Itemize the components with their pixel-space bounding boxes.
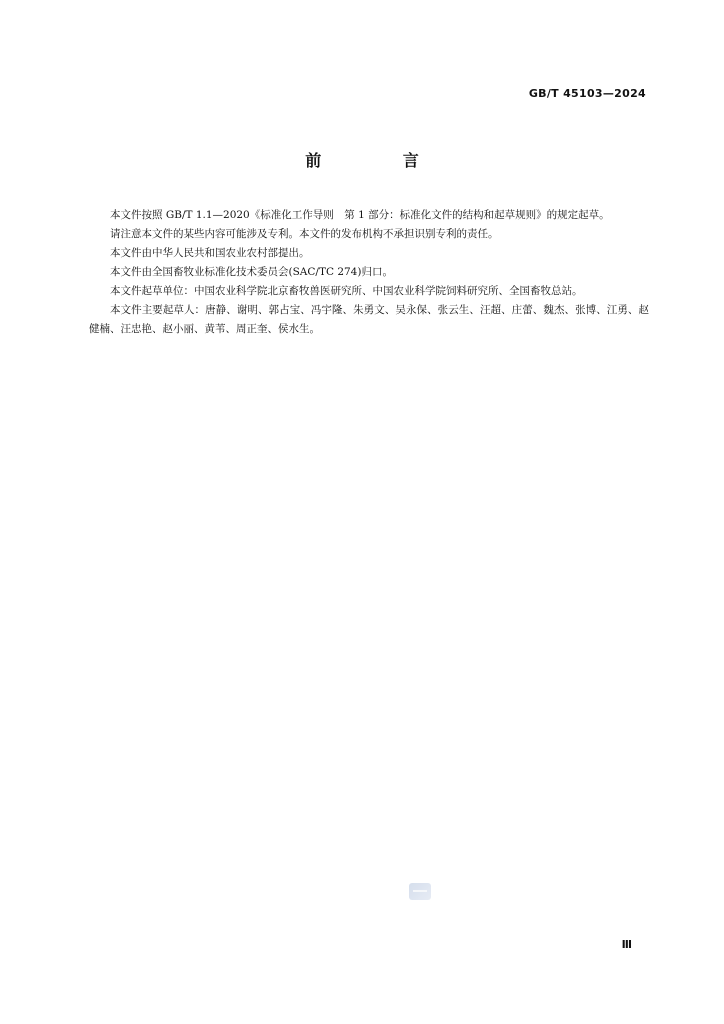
paragraph-drafting-rules: 本文件按照 GB/T 1.1—2020《标准化工作导则 第 1 部分：标准化文件的结构和起草规则》的规定起草。 (110, 209, 610, 221)
page-number: Ⅲ (621, 938, 632, 951)
paragraph-centralized-by: 本文件由全国畜牧业标准化技术委员会(SAC/TC 274)归口。 (110, 266, 393, 278)
paragraph-patent-notice: 请注意本文件的某些内容可能涉及专利。本文件的发布机构不承担识别专利的责任。 (110, 228, 499, 240)
paragraph-proposer: 本文件由中华人民共和国农业农村部提出。 (110, 247, 310, 259)
paragraph-drafters: 本文件主要起草人：唐静、谢明、郭占宝、冯宇隆、朱勇文、吴永保、张云生、汪超、庄蕾、魏杰、张博、江勇、赵健楠、汪忠艳、赵小丽、黄苇、周正奎、侯水生。 (89, 304, 649, 335)
watermark-logo (409, 883, 431, 900)
paragraph-drafting-units: 本文件起草单位：中国农业科学院北京畜牧兽医研究所、中国农业科学院饲料研究所、全国畜牧总站。 (110, 285, 583, 297)
page-title: 前 言 (305, 151, 457, 170)
foreword-body (89, 206, 649, 339)
standard-number: GB/T 45103—2024 (528, 87, 646, 100)
